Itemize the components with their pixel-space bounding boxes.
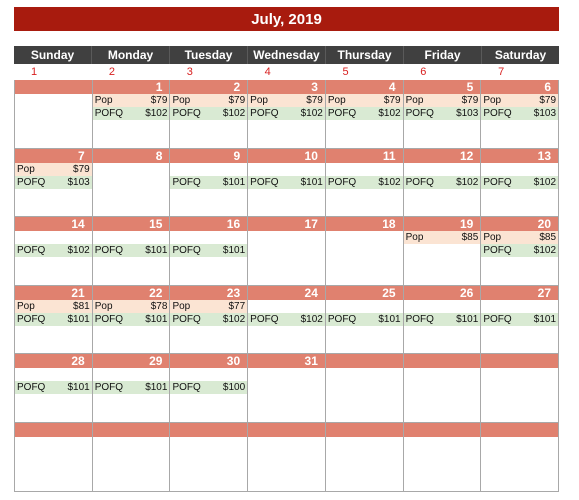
pofq-value: $103 bbox=[67, 176, 90, 188]
day-number: 9 bbox=[170, 149, 247, 163]
pofq-label: POFQ bbox=[94, 313, 124, 325]
pofq-value: $100 bbox=[222, 382, 246, 394]
pofq-price-entry bbox=[248, 176, 325, 189]
weekday-index: 7 bbox=[498, 66, 505, 78]
pofq-value: $101 bbox=[67, 382, 90, 394]
pofq-value: $102 bbox=[456, 176, 479, 188]
pop-value: $78 bbox=[150, 300, 168, 312]
pofq-value: $102 bbox=[533, 245, 557, 257]
pop-price-entry bbox=[248, 94, 325, 107]
pop-price-entry bbox=[170, 94, 247, 107]
day-number bbox=[481, 354, 558, 368]
pop-value: $77 bbox=[228, 300, 246, 312]
pofq-label: POFQ bbox=[250, 108, 279, 119]
day-cell-13[interactable] bbox=[481, 149, 559, 218]
pofq-value: $101 bbox=[300, 176, 323, 188]
day-number: 26 bbox=[404, 286, 481, 300]
day-cell-23[interactable] bbox=[170, 286, 248, 355]
pofq-price-entry bbox=[404, 107, 481, 120]
weekday-wednesday: Wednesday bbox=[248, 46, 326, 64]
pofq-label: POFQ bbox=[172, 382, 201, 394]
day-cell-15[interactable] bbox=[93, 217, 171, 286]
day-cell-16[interactable] bbox=[170, 217, 248, 286]
pofq-value: $102 bbox=[222, 313, 246, 325]
day-number: 28 bbox=[15, 354, 92, 368]
pofq-price-entry bbox=[481, 313, 558, 326]
empty-day-cell[interactable] bbox=[93, 423, 171, 492]
pop-value: $79 bbox=[228, 95, 246, 106]
day-cell-22[interactable] bbox=[93, 286, 171, 355]
day-cell-12[interactable] bbox=[404, 149, 482, 218]
day-number: 23 bbox=[170, 286, 247, 300]
pofq-value: $101 bbox=[456, 313, 479, 325]
day-number: 25 bbox=[326, 286, 403, 300]
day-number: 21 bbox=[15, 286, 92, 300]
weekday-index: 5 bbox=[342, 66, 349, 78]
day-number bbox=[248, 423, 325, 437]
day-number bbox=[404, 423, 481, 437]
pofq-value: $102 bbox=[222, 108, 246, 119]
day-cell-1[interactable] bbox=[93, 80, 171, 149]
pofq-price-entry bbox=[404, 313, 481, 326]
pofq-label: POFQ bbox=[327, 108, 357, 119]
day-number: 6 bbox=[481, 80, 558, 94]
day-number: 24 bbox=[248, 286, 325, 300]
day-cell-20[interactable] bbox=[481, 217, 559, 286]
day-number bbox=[15, 80, 92, 94]
pofq-value: $101 bbox=[145, 313, 168, 325]
pop-value: $79 bbox=[539, 95, 557, 106]
pofq-price-entry bbox=[93, 313, 170, 326]
pop-price-entry bbox=[170, 300, 247, 313]
pofq-label: POFQ bbox=[250, 176, 279, 188]
pofq-label: POFQ bbox=[483, 245, 512, 257]
empty-day-cell[interactable] bbox=[481, 354, 559, 423]
day-number: 4 bbox=[326, 80, 403, 94]
pop-price-entry bbox=[93, 94, 170, 107]
day-cell-2[interactable] bbox=[170, 80, 248, 149]
pofq-value: $101 bbox=[222, 245, 246, 257]
day-cell-21[interactable] bbox=[15, 286, 93, 355]
calendar-title: July, 2019 bbox=[14, 7, 559, 31]
weekday-index: 1 bbox=[31, 66, 38, 78]
day-cell-7[interactable] bbox=[15, 149, 93, 218]
weekday-sunday: Sunday bbox=[14, 46, 92, 64]
day-cell-11[interactable] bbox=[326, 149, 404, 218]
weekday-header-row bbox=[14, 46, 559, 64]
pofq-label: POFQ bbox=[172, 176, 201, 188]
pop-value: $79 bbox=[150, 95, 168, 106]
pop-value: $85 bbox=[539, 232, 557, 244]
empty-day-cell[interactable] bbox=[404, 354, 482, 423]
pofq-value: $103 bbox=[533, 108, 557, 119]
empty-day-cell[interactable] bbox=[404, 423, 482, 492]
pofq-label: POFQ bbox=[483, 108, 512, 119]
pop-value: $81 bbox=[73, 300, 90, 312]
day-cell-4[interactable] bbox=[326, 80, 404, 149]
day-number: 13 bbox=[481, 149, 558, 163]
empty-day-cell[interactable] bbox=[326, 423, 404, 492]
weekday-index: 3 bbox=[186, 66, 193, 78]
pofq-price-entry bbox=[248, 313, 325, 326]
pop-price-entry bbox=[93, 300, 170, 313]
calendar-week-row bbox=[15, 354, 559, 423]
pofq-label: POFQ bbox=[483, 176, 512, 188]
calendar-grid bbox=[14, 80, 559, 492]
pofq-value: $102 bbox=[300, 313, 323, 325]
day-cell-3[interactable] bbox=[248, 80, 326, 149]
pofq-label: POFQ bbox=[172, 108, 201, 119]
day-number: 22 bbox=[93, 286, 170, 300]
weekday-thursday: Thursday bbox=[326, 46, 404, 64]
pofq-value: $102 bbox=[378, 108, 401, 119]
pop-value: $79 bbox=[306, 95, 323, 106]
pop-label: Pop bbox=[172, 300, 191, 312]
calendar-week-row bbox=[15, 286, 559, 355]
pop-label: Pop bbox=[94, 300, 113, 312]
weekday-index: 2 bbox=[108, 66, 115, 78]
pofq-price-entry bbox=[15, 244, 92, 257]
pofq-price-entry bbox=[170, 176, 247, 189]
pofq-label: POFQ bbox=[327, 313, 357, 325]
day-cell-19[interactable] bbox=[404, 217, 482, 286]
day-cell-31[interactable] bbox=[248, 354, 326, 423]
day-number bbox=[93, 423, 170, 437]
pofq-label: POFQ bbox=[94, 245, 124, 257]
weekday-index-row bbox=[14, 65, 559, 79]
day-number: 18 bbox=[326, 217, 403, 231]
pofq-price-entry bbox=[93, 244, 170, 257]
pofq-price-entry bbox=[481, 176, 558, 189]
pofq-label: POFQ bbox=[17, 313, 46, 325]
pofq-label: POFQ bbox=[94, 382, 124, 394]
pofq-label: POFQ bbox=[172, 245, 201, 257]
weekday-index: 4 bbox=[264, 66, 271, 78]
pofq-value: $101 bbox=[145, 245, 168, 257]
pop-value: $85 bbox=[461, 232, 479, 244]
day-number: 14 bbox=[15, 217, 92, 231]
day-cell-8[interactable] bbox=[93, 149, 171, 218]
pofq-value: $102 bbox=[145, 108, 168, 119]
pop-label: Pop bbox=[172, 95, 191, 106]
day-cell-28[interactable] bbox=[15, 354, 93, 423]
pofq-value: $101 bbox=[378, 313, 401, 325]
pofq-label: POFQ bbox=[94, 108, 124, 119]
pofq-price-entry bbox=[326, 107, 403, 120]
day-cell-30[interactable] bbox=[170, 354, 248, 423]
pop-label: Pop bbox=[483, 95, 502, 106]
day-cell-10[interactable] bbox=[248, 149, 326, 218]
day-number: 27 bbox=[481, 286, 558, 300]
day-number: 10 bbox=[248, 149, 325, 163]
day-number: 29 bbox=[93, 354, 170, 368]
day-number bbox=[404, 354, 481, 368]
empty-day-cell[interactable] bbox=[481, 423, 559, 492]
pop-label: Pop bbox=[94, 95, 113, 106]
weekday-saturday: Saturday bbox=[494, 48, 547, 62]
pop-price-entry bbox=[481, 94, 558, 107]
weekday-friday: Friday bbox=[404, 46, 482, 64]
day-number: 11 bbox=[326, 149, 403, 163]
pofq-label: POFQ bbox=[327, 176, 357, 188]
pofq-price-entry bbox=[15, 313, 92, 326]
day-number: 16 bbox=[170, 217, 247, 231]
pofq-label: POFQ bbox=[405, 108, 434, 119]
pofq-price-entry bbox=[481, 244, 558, 257]
pofq-label: POFQ bbox=[172, 313, 201, 325]
pop-price-entry bbox=[481, 231, 558, 244]
pofq-price-entry bbox=[170, 381, 247, 394]
pofq-value: $101 bbox=[145, 382, 168, 394]
day-number: 15 bbox=[93, 217, 170, 231]
day-cell-25[interactable] bbox=[326, 286, 404, 355]
day-number bbox=[170, 423, 247, 437]
day-number bbox=[481, 423, 558, 437]
pofq-price-entry bbox=[248, 107, 325, 120]
pop-label: Pop bbox=[250, 95, 268, 106]
day-cell-18[interactable] bbox=[326, 217, 404, 286]
day-number: 17 bbox=[248, 217, 325, 231]
pop-value: $79 bbox=[461, 95, 479, 106]
empty-day-cell[interactable] bbox=[15, 423, 93, 492]
pofq-value: $102 bbox=[378, 176, 401, 188]
pofq-value: $102 bbox=[533, 176, 557, 188]
day-cell-29[interactable] bbox=[93, 354, 171, 423]
day-number: 1 bbox=[93, 80, 170, 94]
calendar-week-row bbox=[15, 423, 559, 492]
weekday-index: 6 bbox=[420, 66, 427, 78]
pop-label: Pop bbox=[405, 95, 424, 106]
day-number: 20 bbox=[481, 217, 558, 231]
day-number: 5 bbox=[404, 80, 481, 94]
day-number: 7 bbox=[15, 149, 92, 163]
pofq-price-entry bbox=[170, 244, 247, 257]
weekday-tuesday: Tuesday bbox=[170, 46, 248, 64]
pop-value: $79 bbox=[73, 163, 90, 175]
pofq-value: $101 bbox=[222, 176, 246, 188]
day-number: 12 bbox=[404, 149, 481, 163]
day-cell-26[interactable] bbox=[404, 286, 482, 355]
pop-value: $79 bbox=[383, 95, 401, 106]
pop-price-entry bbox=[15, 300, 92, 313]
pofq-price-entry bbox=[326, 313, 403, 326]
pofq-price-entry bbox=[326, 176, 403, 189]
pop-label: Pop bbox=[483, 232, 502, 244]
day-number: 2 bbox=[170, 80, 247, 94]
empty-day-cell[interactable] bbox=[15, 80, 93, 149]
pop-price-entry bbox=[404, 231, 481, 244]
day-cell-5[interactable] bbox=[404, 80, 482, 149]
empty-day-cell[interactable] bbox=[248, 423, 326, 492]
pop-label: Pop bbox=[17, 163, 35, 175]
pofq-label: POFQ bbox=[483, 313, 512, 325]
pop-label: Pop bbox=[405, 232, 424, 244]
pop-label: Pop bbox=[17, 300, 35, 312]
pofq-price-entry bbox=[15, 176, 92, 189]
weekday-monday: Monday bbox=[92, 46, 170, 64]
pofq-price-entry bbox=[481, 107, 558, 120]
pop-price-entry bbox=[404, 94, 481, 107]
pofq-price-entry bbox=[170, 107, 247, 120]
pofq-value: $103 bbox=[456, 108, 479, 119]
day-cell-27[interactable] bbox=[481, 286, 559, 355]
day-number bbox=[326, 354, 403, 368]
pofq-price-entry bbox=[170, 313, 247, 326]
pofq-label: POFQ bbox=[250, 313, 279, 325]
pofq-label: POFQ bbox=[405, 313, 434, 325]
pop-price-entry bbox=[326, 94, 403, 107]
pofq-price-entry bbox=[15, 381, 92, 394]
pofq-price-entry bbox=[93, 107, 170, 120]
pofq-label: POFQ bbox=[17, 382, 46, 394]
empty-day-cell[interactable] bbox=[326, 354, 404, 423]
pop-label: Pop bbox=[327, 95, 346, 106]
pofq-value: $102 bbox=[67, 245, 90, 257]
day-cell-14[interactable] bbox=[15, 217, 93, 286]
day-number: 19 bbox=[404, 217, 481, 231]
calendar-week-row bbox=[15, 149, 559, 218]
day-number bbox=[326, 423, 403, 437]
day-cell-17[interactable] bbox=[248, 217, 326, 286]
pofq-price-entry bbox=[93, 381, 170, 394]
day-number bbox=[15, 423, 92, 437]
pofq-label: POFQ bbox=[405, 176, 434, 188]
day-number: 31 bbox=[248, 354, 325, 368]
day-number: 8 bbox=[93, 149, 170, 163]
pofq-price-entry bbox=[404, 176, 481, 189]
pofq-label: POFQ bbox=[17, 245, 46, 257]
day-cell-24[interactable] bbox=[248, 286, 326, 355]
pofq-value: $101 bbox=[533, 313, 557, 325]
pop-price-entry bbox=[15, 163, 92, 176]
day-cell-9[interactable] bbox=[170, 149, 248, 218]
day-number: 30 bbox=[170, 354, 247, 368]
calendar-week-row bbox=[15, 217, 559, 286]
day-number: 3 bbox=[248, 80, 325, 94]
empty-day-cell[interactable] bbox=[170, 423, 248, 492]
day-cell-6[interactable] bbox=[481, 80, 559, 149]
pofq-value: $102 bbox=[300, 108, 323, 119]
pofq-value: $101 bbox=[67, 313, 90, 325]
pofq-label: POFQ bbox=[17, 176, 46, 188]
calendar-week-row bbox=[15, 80, 559, 149]
